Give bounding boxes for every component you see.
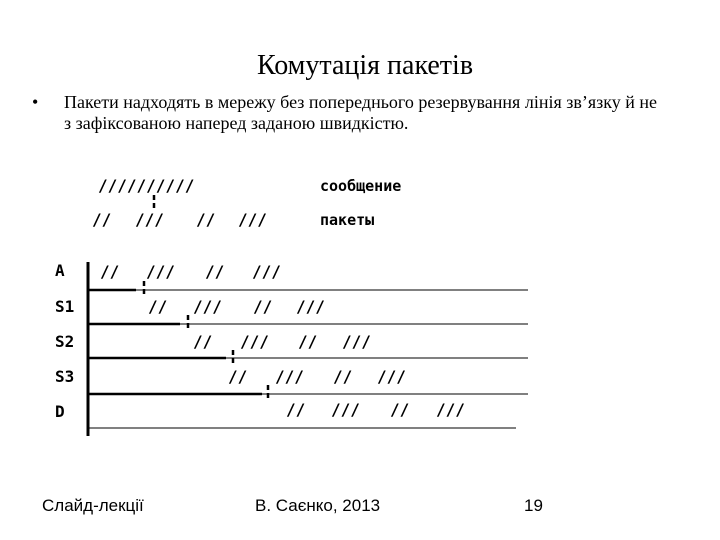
node-label-s3: S3	[55, 367, 75, 386]
row-d-packet-2: ///	[331, 400, 360, 419]
row-d-packet-3: //	[390, 400, 410, 419]
footer-center: В. Саєнко, 2013	[255, 496, 381, 515]
row-s2-packet-3: //	[298, 332, 318, 351]
page-number: 19	[524, 496, 543, 515]
packet-group-1: //	[92, 210, 112, 229]
slide-title: Комутація пакетів	[256, 50, 474, 81]
row-d-packet-4: ///	[436, 400, 465, 419]
bullet-marker: •	[32, 92, 39, 112]
message-label: сообщение	[320, 177, 402, 195]
packets-label: пакеты	[320, 211, 375, 229]
row-s2-packet-2: ///	[240, 332, 269, 351]
row-a-packet-4: ///	[252, 262, 281, 281]
node-label-s2: S2	[55, 332, 75, 351]
row-s3-packet-3: //	[333, 367, 353, 386]
row-s2-packet-4: ///	[342, 332, 371, 351]
row-s2-packet-1: //	[193, 332, 213, 351]
row-a-packet-2: ///	[146, 262, 175, 281]
row-s3-packet-2: ///	[275, 367, 304, 386]
row-a-packet-1: //	[100, 262, 120, 281]
row-s3-packet-1: //	[228, 367, 248, 386]
node-label-s1: S1	[55, 297, 75, 316]
packet-group-3: //	[196, 210, 216, 229]
packet-group-2: ///	[135, 210, 164, 229]
bullet-text: Пакети надходять в мережу без попереднього резервування лінія зв’язку й не з зафіксованою наперед заданою швидкістю.	[64, 92, 657, 133]
row-s1-packet-2: ///	[193, 297, 222, 316]
footer-left: Слайд-лекції	[42, 496, 144, 515]
node-label-a: A	[55, 261, 65, 280]
node-label-d: D	[55, 402, 65, 421]
row-s1-packet-3: //	[253, 297, 273, 316]
row-d-packet-1: //	[286, 400, 306, 419]
row-a-packet-3: //	[205, 262, 225, 281]
message-marks: //////////	[98, 176, 195, 195]
row-s1-packet-1: //	[148, 297, 168, 316]
packet-group-4: ///	[238, 210, 267, 229]
row-s1-packet-4: ///	[296, 297, 325, 316]
row-s3-packet-4: ///	[377, 367, 406, 386]
